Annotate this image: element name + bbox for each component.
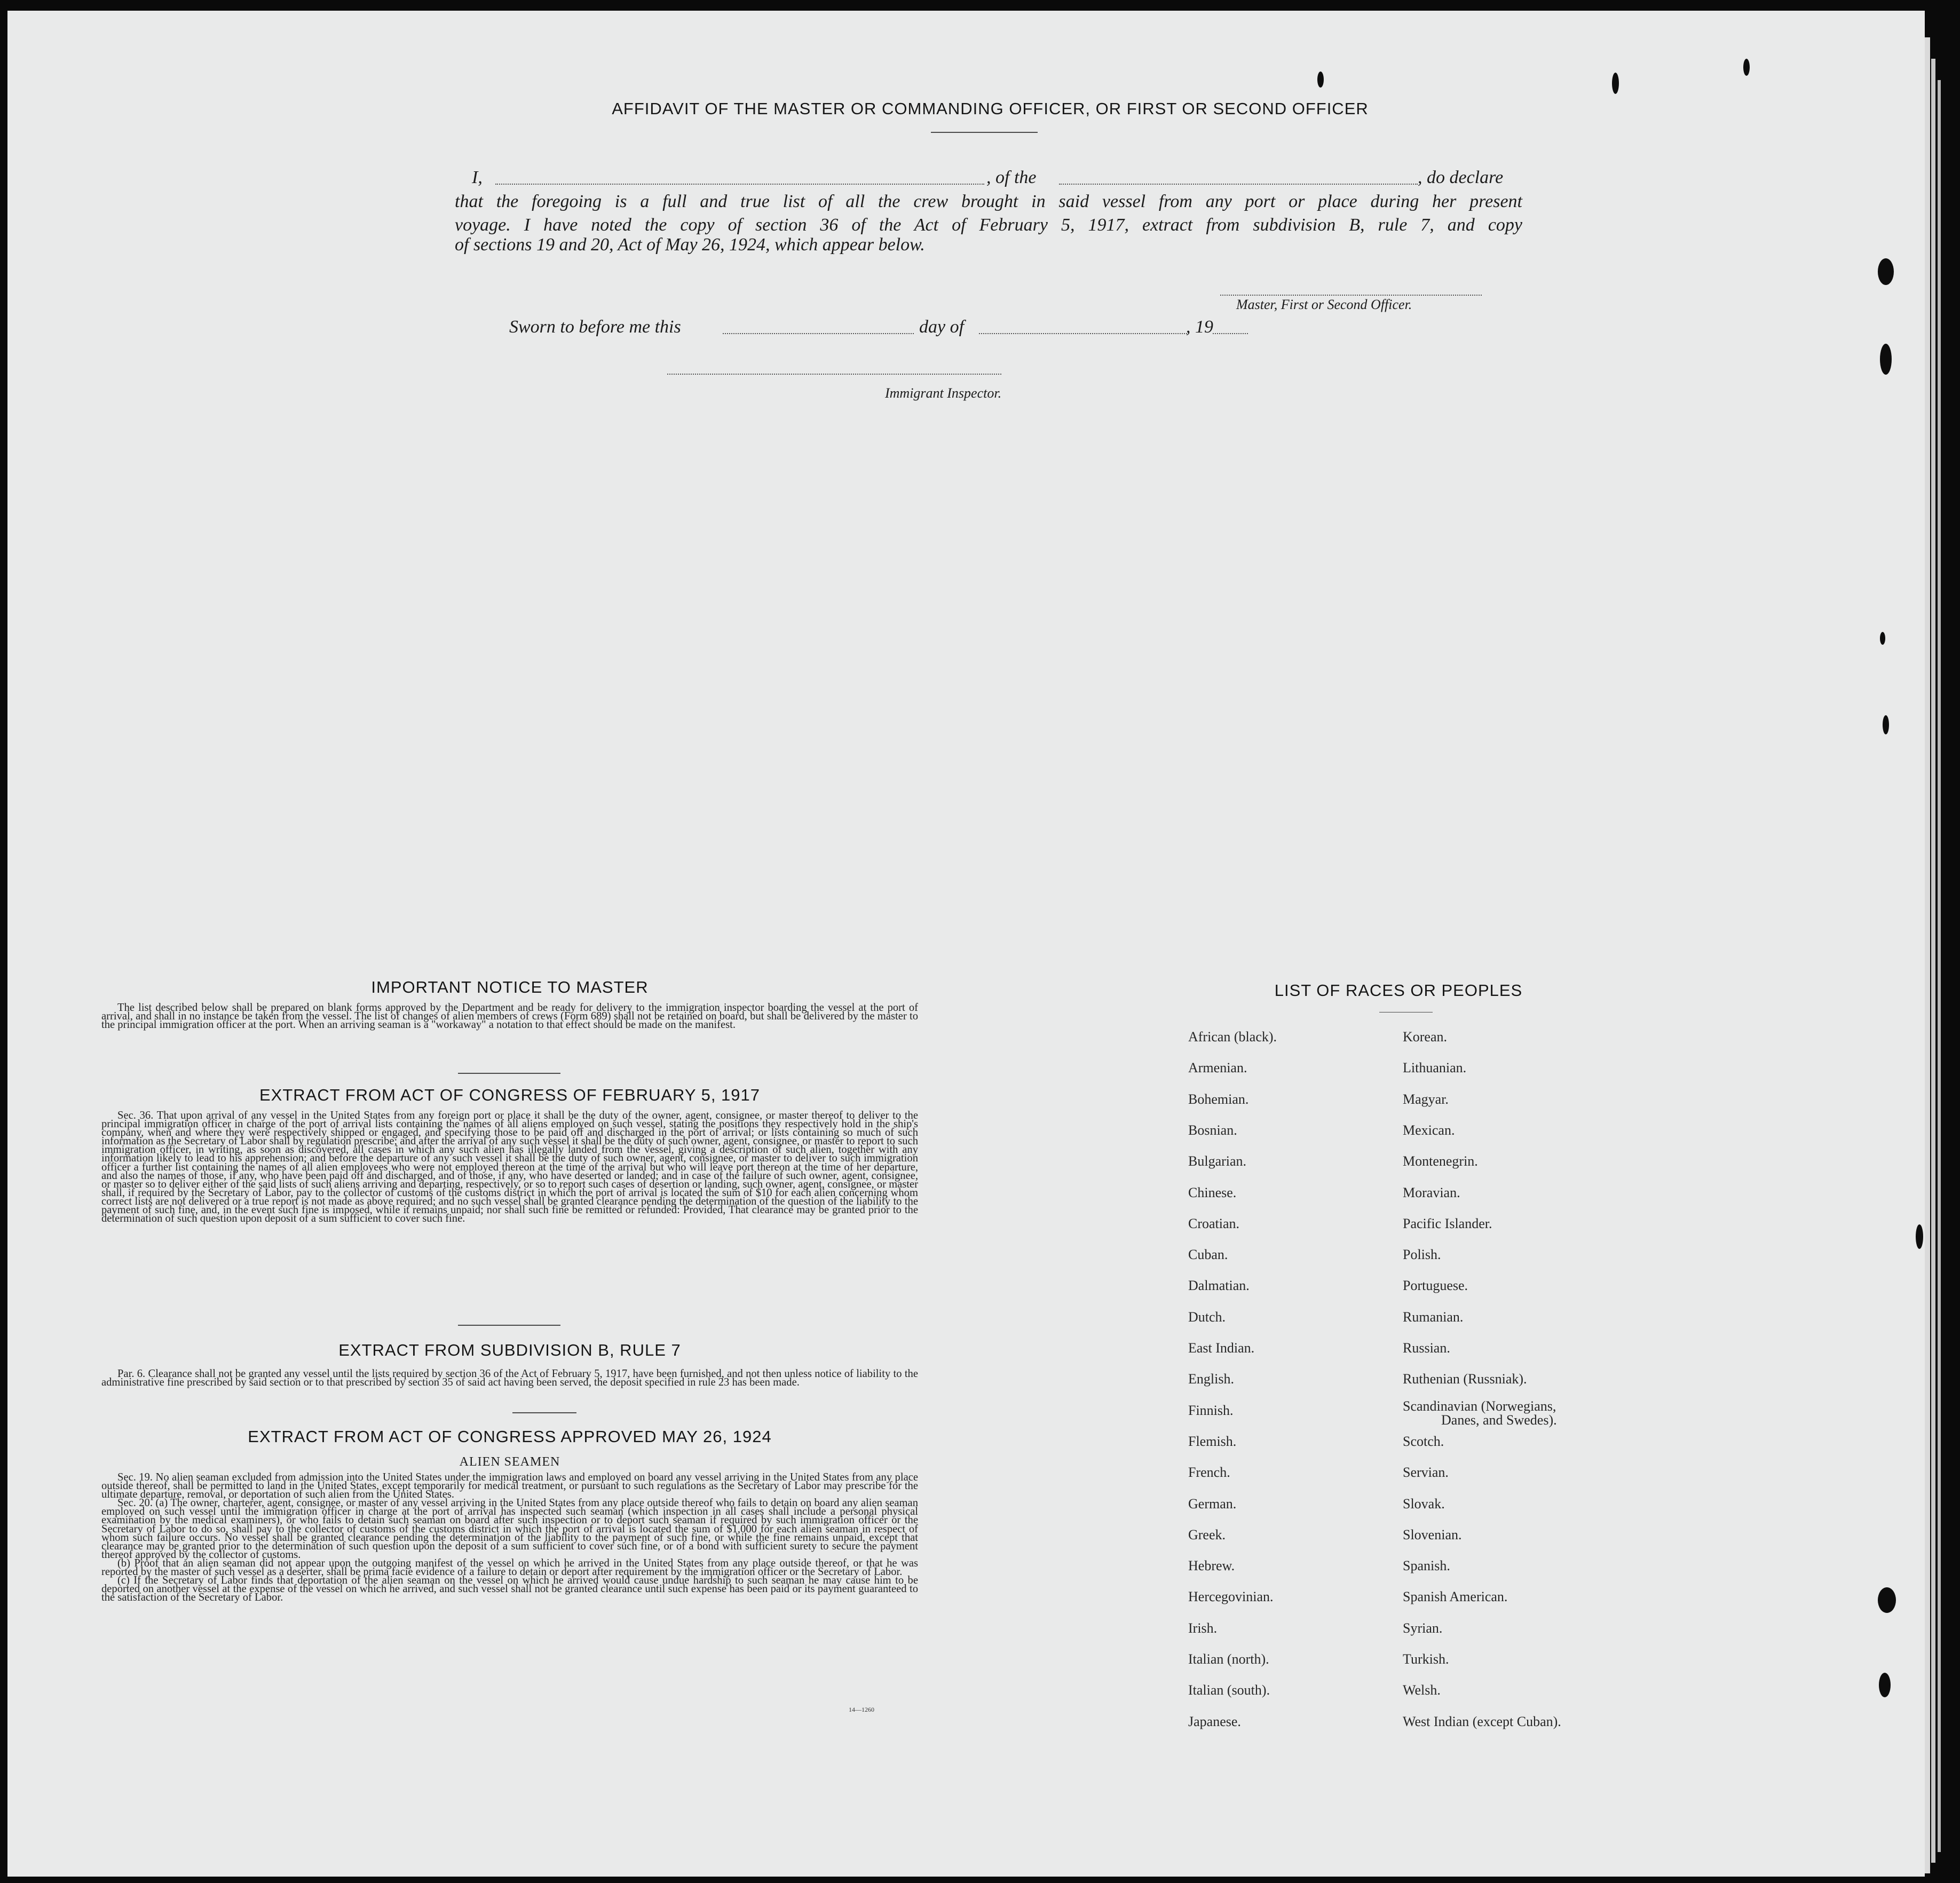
sworn-month-field[interactable] [979,333,1187,334]
race-item: African (black). [1188,1029,1277,1045]
race-item: Japanese. [1188,1713,1241,1729]
race-item: Flemish. [1188,1433,1237,1449]
section-20a-paragraph: Sec. 20. (a) The owner, charterer, agent, consignee, or master of any vessel arriving in the United States from any place outside thereof who fails to detain on board any alien seaman employed on such vessel until the immigration officer in charge at the port of arrival has inspected such seaman (which inspection in all cases shall include a personal physical examination by the medical examiners), or who fails to detain such seaman on board after such inspection or to deport such seaman if required by such immigration officer or the Secretary of Labor to do so, shall pay to the collector of customs of the customs district in which the port of arrival is located the sum of $1,000 for each alien seaman in respect of whom such failure occurs. No vessel shall be granted clearance pending the determination of the liability to the payment of such fine, or while the fine remains unpaid, except that clearance may be granted prior to the determination of such question upon the deposit of a sum sufficient to cover such fine, or of a bond with sufficient surety to secure the payment thereof approved by the collector of customs. [101,1497,918,1561]
extract-rule7-text [101,1370,918,1387]
race-item: Lithuanian. [1403,1060,1467,1076]
race-item: Bohemian. [1188,1091,1249,1107]
race-item: Rumanian. [1403,1309,1464,1325]
sworn-label: Sworn to before me this [509,317,681,337]
race-item: Irish. [1188,1620,1218,1636]
inspector-caption: Immigrant Inspector. [885,385,1002,401]
race-item: Scotch. [1403,1433,1444,1449]
affiant-label: I, [472,168,483,187]
extract-1917-title: EXTRACT FROM ACT OF CONGRESS OF FEBRUARY 5, 1917 [259,1086,761,1104]
punch-hole [1878,1587,1896,1613]
race-item: Finnish. [1188,1402,1234,1418]
race-item: Ruthenian (Russniak). [1403,1371,1527,1387]
race-item: Mexican. [1403,1122,1455,1138]
form-number: 14—1260 [849,1706,874,1713]
punch-hole [1317,72,1324,88]
section-20c-paragraph: (c) If the Secretary of Labor finds that deportation of the alien seaman on the vessel on which he arrived would cause undue hardship to such seaman he may cause him to be deported on another vessel at the expense of the vessel on which he arrived, and such vessel shall not be granted clearance until such expense has been paid or its payment guaranteed to the satisfaction of the Secretary of Labor. [101,1575,918,1604]
race-item: Spanish American. [1403,1589,1508,1605]
race-item: Montenegrin. [1403,1153,1478,1169]
race-item: Greek. [1188,1526,1226,1542]
inspector-signature-field[interactable] [667,374,1001,375]
notice-text [101,1003,918,1029]
extract-1924-title: EXTRACT FROM ACT OF CONGRESS APPROVED MAY 26, 1924 [248,1427,772,1446]
page-edge [1938,80,1941,1852]
punch-hole [1878,258,1894,285]
race-item: Italian (south). [1188,1682,1270,1698]
divider [458,1325,560,1326]
race-item: Armenian. [1188,1060,1247,1076]
declare-label: , do declare [1418,168,1504,187]
extract-rule7-title: EXTRACT FROM SUBDIVISION B, RULE 7 [338,1341,681,1359]
race-item: Cuban. [1188,1247,1228,1263]
sworn-day-field[interactable] [723,333,914,334]
race-item: Magyar. [1403,1091,1449,1107]
race-item: French. [1188,1465,1230,1481]
divider [931,132,1038,133]
race-item: Syrian. [1403,1620,1443,1636]
section-20b-paragraph: (b) Proof that an alien seaman did not appear upon the outgoing manifest of the vessel on which he arrived in the United States from any place outside thereof, or that he was reported by the master of such vessel as a deserter, shall be prima facie evidence of a failure to detain or deport after requirement by the immigration officer or the Secretary of Labor. [101,1557,918,1578]
punch-hole [1612,73,1619,94]
day-of-label: day of [919,317,965,337]
race-item: Dutch. [1188,1309,1226,1325]
race-item: Hebrew. [1188,1558,1235,1574]
section-19-paragraph: Sec. 19. No alien seaman excluded from admission into the United States under the immigration laws and employed on board any vessel arriving in the United States from any place outside thereof, shall be permitted to land in the United States, except temporarily for medical treatment, or pursuant to such regulations as the Secretary of Labor may prescribe for the ultimate departure, removal, or deportation of such alien from the United States. [101,1471,918,1501]
race-item: Polish. [1403,1247,1441,1263]
race-item: Moravian. [1403,1184,1460,1200]
race-item: Welsh. [1403,1682,1441,1698]
race-item: East Indian. [1188,1340,1255,1356]
page-edge [1931,59,1935,1863]
master-caption: Master, First or Second Officer. [1236,297,1412,312]
punch-hole [1916,1224,1923,1249]
race-item: Turkish. [1403,1651,1449,1667]
extract-1917-text [101,1111,918,1223]
affidavit-line: that the foregoing is a full and true list of all the crew brought in said vessel from any port or place during her present [455,192,1522,211]
affidavit-line: of sections 19 and 20, Act of May 26, 1924, which appear below. [455,235,925,255]
divider [458,1073,560,1074]
race-item: Bulgarian. [1188,1153,1247,1169]
race-item: German. [1188,1496,1237,1512]
extract-1924-text [101,1473,918,1602]
vessel-label: , of the [986,168,1037,187]
punch-hole [1743,59,1750,76]
affiant-name-field[interactable] [495,184,984,185]
par-6-paragraph: Par. 6. Clearance shall not be granted any vessel until the lists required by section 36 of the Act of February 5, 1917, have been furnished, and not then unless notice of liability to the administrative fine prescribed by said section or to that prescribed by section 35 of said act having been served, the deposit specified in rule 23 has been made. [101,1368,918,1389]
notice-title: IMPORTANT NOTICE TO MASTER [371,978,649,996]
race-item: West Indian (except Cuban). [1403,1713,1561,1729]
divider [512,1412,576,1413]
race-item: Italian (north). [1188,1651,1269,1667]
sworn-year-field[interactable] [1213,333,1248,334]
race-item: Slovenian. [1403,1526,1462,1542]
race-item: Chinese. [1188,1184,1237,1200]
year-label: , 19 [1186,317,1213,337]
race-item: Scandinavian (Norwegians, [1403,1398,1556,1414]
page-edge [1925,37,1930,1873]
race-item: Dalmatian. [1188,1278,1250,1294]
race-item: English. [1188,1371,1234,1387]
section-36-paragraph: Sec. 36. That upon arrival of any vessel in the United States from any foreign port or place it shall be the duty of the owner, agent, consignee, or master thereof to deliver to the principal immigration officer in charge of the port of arrival lists containing the names of all aliens employed on such vessel, stating the positions they respectively hold in the ship's company, when and where they were respectively shipped or engaged, and specifying those to be paid off and discharged in the port of arrival; or lists containing so much of such information as the Secretary of Labor shall by regulation prescribe; and after the arrival of any such vessel it shall be the duty of such owner, agent, consignee, or master to report to such immigration officer, in writing, as soon as discovered, all cases in which any such alien has illegally landed from the vessel, giving a description of such alien, together with any information likely to lead to his apprehension; and before the departure of any such vessel it shall be the duty of such owner, agent, consignee, or master to deliver to such immigration officer a further list containing the names of all alien employees who were not employed thereon at the time of the arrival but who will leave port thereon at the time of her departure, and also the names of those, if any, who have been paid off and discharged, and of those, if any, who have deserted or landed; and in case of the failure of such owner, agent, consignee, or master so to deliver either of the said lists of such aliens arriving and departing, respectively, or so to report such cases of desertion or landing, such owner, agent, consignee, or master shall, if required by the Secretary of Labor, pay to the collector of customs of the customs district in which the port of arrival is located the sum of $10 for each alien concerning whom correct lists are not delivered or a true report is not made as above required; and no such vessel shall be granted clearance pending the determination of the question of the liability to the payment of such fine, and, in the event such fine is imposed, while it remains unpaid; nor shall such fine be remitted or refunded: Provided, That clearance may be granted prior to the determination of such question upon deposit of a sum sufficient to cover such fine. [101,1110,918,1225]
punch-hole [1880,344,1892,375]
race-item: Croatian. [1188,1215,1240,1231]
race-item: Bosnian. [1188,1122,1237,1138]
race-item: Slovak. [1403,1496,1445,1512]
affidavit-line: voyage. I have noted the copy of section 36 of the Act of February 5, 1917, extract from subdivision B, rule 7, and copy [455,215,1522,235]
race-item: Korean. [1403,1029,1448,1045]
punch-hole [1883,715,1889,734]
race-item: Pacific Islander. [1403,1215,1492,1231]
vessel-name-field[interactable] [1059,184,1418,185]
race-item: Russian. [1403,1340,1450,1356]
race-item: Portuguese. [1403,1278,1468,1294]
master-signature-field[interactable] [1220,295,1482,296]
punch-hole [1879,1673,1891,1697]
race-item: Servian. [1403,1465,1449,1481]
alien-seamen-subtitle: ALIEN SEAMEN [459,1455,560,1469]
notice-paragraph: The list described below shall be prepared on blank forms approved by the Department and be ready for delivery to the immigration inspector boarding the vessel at the port of arrival, and shall in no instance be taken from the vessel. The list of changes of alien members of crews (Form 689) shall not be retained on board, but shall be delivered by the master to the principal immigration officer at the port. When an arriving seaman is a "workaway" a notation to that effect should be made on the manifest. [101,1002,918,1031]
races-title: LIST OF RACES OR PEOPLES [1274,981,1523,1000]
race-item: Spanish. [1403,1558,1450,1574]
race-item: Hercegovinian. [1188,1589,1274,1605]
affidavit-title: AFFIDAVIT OF THE MASTER OR COMMANDING OFFICER, OR FIRST OR SECOND OFFICER [612,99,1369,118]
race-item-continuation: Danes, and Swedes). [1441,1412,1557,1428]
punch-hole [1880,632,1885,645]
